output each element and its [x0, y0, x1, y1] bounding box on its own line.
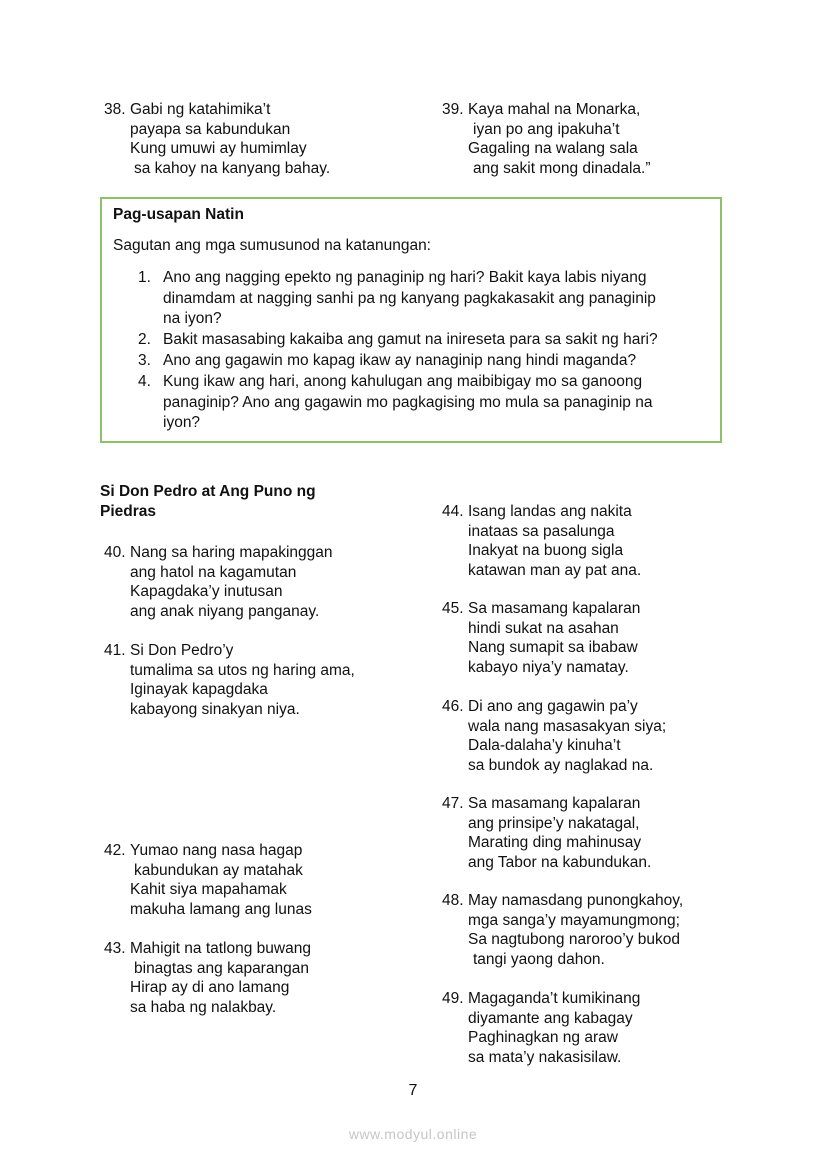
discussion-box	[100, 197, 722, 443]
verse-line: Paghinagkan ng araw	[468, 1029, 618, 1046]
verse-line: kabayo niya’y namatay.	[468, 658, 629, 676]
section-title-line-2: Piedras	[100, 503, 157, 520]
section-title-line-1: Si Don Pedro at Ang Puno ng	[100, 483, 316, 500]
verse-line: tangi yaong dahon.	[473, 950, 605, 968]
stanza-number: 46.	[442, 698, 464, 715]
verse-line: Gabi ng katahimika’t	[130, 101, 271, 118]
stanza-number: 42.	[104, 842, 126, 859]
stanza-number: 43.	[104, 940, 126, 957]
question-line: na iyon?	[163, 310, 222, 327]
verse-line: hindi sukat na asahan	[468, 619, 619, 637]
question-line: panaginip? Ano ang gagawin mo pagkagising mo mula sa panaginip na	[163, 393, 653, 411]
verse-line: Sa masamang kapalaran	[468, 600, 641, 617]
verse-line: binagtas ang kaparangan	[134, 959, 309, 977]
verse-line: Isang landas ang nakita	[468, 503, 632, 520]
stanza-number: 41.	[104, 642, 126, 659]
verse-line: inataas sa pasalunga	[468, 522, 615, 540]
verse-line: ang hatol na kagamutan	[130, 563, 297, 581]
verse-line: Marating ding mahinusay	[468, 834, 642, 851]
verse-line: Kapagdaka’y inutusan	[130, 583, 283, 600]
verse-line: Yumao nang nasa hagap	[130, 842, 303, 859]
verse-line: katawan man ay pat ana.	[468, 561, 642, 579]
question-line: dinamdam at nagging sanhi pa ng kanyang pagkakasakit ang panaginip	[163, 289, 656, 307]
question-line: iyon?	[163, 414, 201, 431]
question-number: 3.	[138, 352, 151, 369]
verse-line: sa mata’y nakasisilaw.	[468, 1048, 622, 1066]
verse-line: kabundukan ay matahak	[134, 861, 303, 879]
verse-line: payapa sa kabundukan	[130, 120, 291, 138]
page-number: 7	[408, 1082, 418, 1099]
verse-line: Kaya mahal na Monarka,	[468, 101, 641, 118]
verse-line: Gagaling na walang sala	[468, 140, 638, 157]
question-number: 4.	[138, 373, 151, 390]
verse-line: Kung umuwi ay humimlay	[130, 140, 307, 157]
verse-line: ang Tabor na kabundukan.	[468, 853, 652, 871]
stanza-number: 48.	[442, 892, 464, 909]
verse-line: sa haba ng nalakbay.	[130, 998, 277, 1016]
verse-line: wala nang masasakyan siya;	[468, 717, 667, 735]
verse-line: Di ano ang gagawin pa’y	[468, 698, 638, 715]
verse-line: Si Don Pedro’y	[130, 642, 234, 659]
discussion-intro: Sagutan ang mga sumusunod na katanungan:	[113, 237, 431, 254]
verse-line: Hirap ay di ano lamang	[130, 979, 290, 996]
stanza-number: 38.	[104, 101, 126, 118]
stanza-number: 39.	[442, 101, 464, 118]
verse-line: tumalima sa utos ng haring ama,	[130, 661, 355, 679]
verse-line: mga sanga’y mayamungmong;	[468, 911, 680, 929]
verse-line: Magaganda’t kumikinang	[468, 990, 641, 1007]
verse-line: May namasdang punongkahoy,	[468, 892, 684, 909]
verse-line: Nang sumapit sa ibabaw	[468, 639, 638, 656]
verse-line: kabayong sinakyan niya.	[130, 700, 300, 718]
stanza-number: 45.	[442, 600, 464, 617]
verse-line: iyan po ang ipakuha’t	[473, 120, 620, 138]
stanza-number: 44.	[442, 503, 464, 520]
question-line: Ano ang nagging epekto ng panaginip ng hari? Bakit kaya labis niyang	[163, 269, 647, 286]
watermark: www.modyul.online	[348, 1126, 478, 1142]
question-line: Ano ang gagawin mo kapag ikaw ay nanaginip nang hindi maganda?	[163, 352, 637, 369]
verse-line: Iginayak kapagdaka	[130, 681, 268, 698]
verse-line: Inakyat na buong sigla	[468, 542, 624, 559]
verse-line: Kahit siya mapahamak	[130, 881, 287, 898]
verse-line: sa kahoy na kanyang bahay.	[134, 159, 331, 177]
discussion-title: Pag-usapan Natin	[113, 206, 244, 223]
verse-line: Sa masamang kapalaran	[468, 795, 641, 812]
question-number: 1.	[138, 269, 151, 286]
question-line: Kung ikaw ang hari, anong kahulugan ang maibibigay mo sa ganoong	[163, 373, 643, 390]
verse-line: sa bundok ay naglakad na.	[468, 756, 654, 774]
verse-line: Mahigit na tatlong buwang	[130, 940, 311, 957]
stanza-number: 47.	[442, 795, 464, 812]
stanza-number: 40.	[104, 544, 126, 561]
verse-line: Nang sa haring mapakinggan	[130, 544, 333, 561]
verse-line: Sa nagtubong naroroo’y bukod	[468, 931, 680, 948]
question-line: Bakit masasabing kakaiba ang gamut na inireseta para sa sakit ng hari?	[163, 331, 658, 348]
question-number: 2.	[138, 331, 151, 348]
verse-line: makuha lamang ang lunas	[130, 900, 312, 918]
stanza-number: 49.	[442, 990, 464, 1007]
verse-line: ang prinsipe’y nakatagal,	[468, 814, 640, 832]
verse-line: ang anak niyang panganay.	[130, 602, 320, 620]
verse-line: diyamante ang kabagay	[468, 1009, 633, 1027]
verse-line: ang sakit mong dinadala.”	[473, 159, 651, 177]
verse-line: Dala-dalaha’y kinuha’t	[468, 737, 621, 754]
